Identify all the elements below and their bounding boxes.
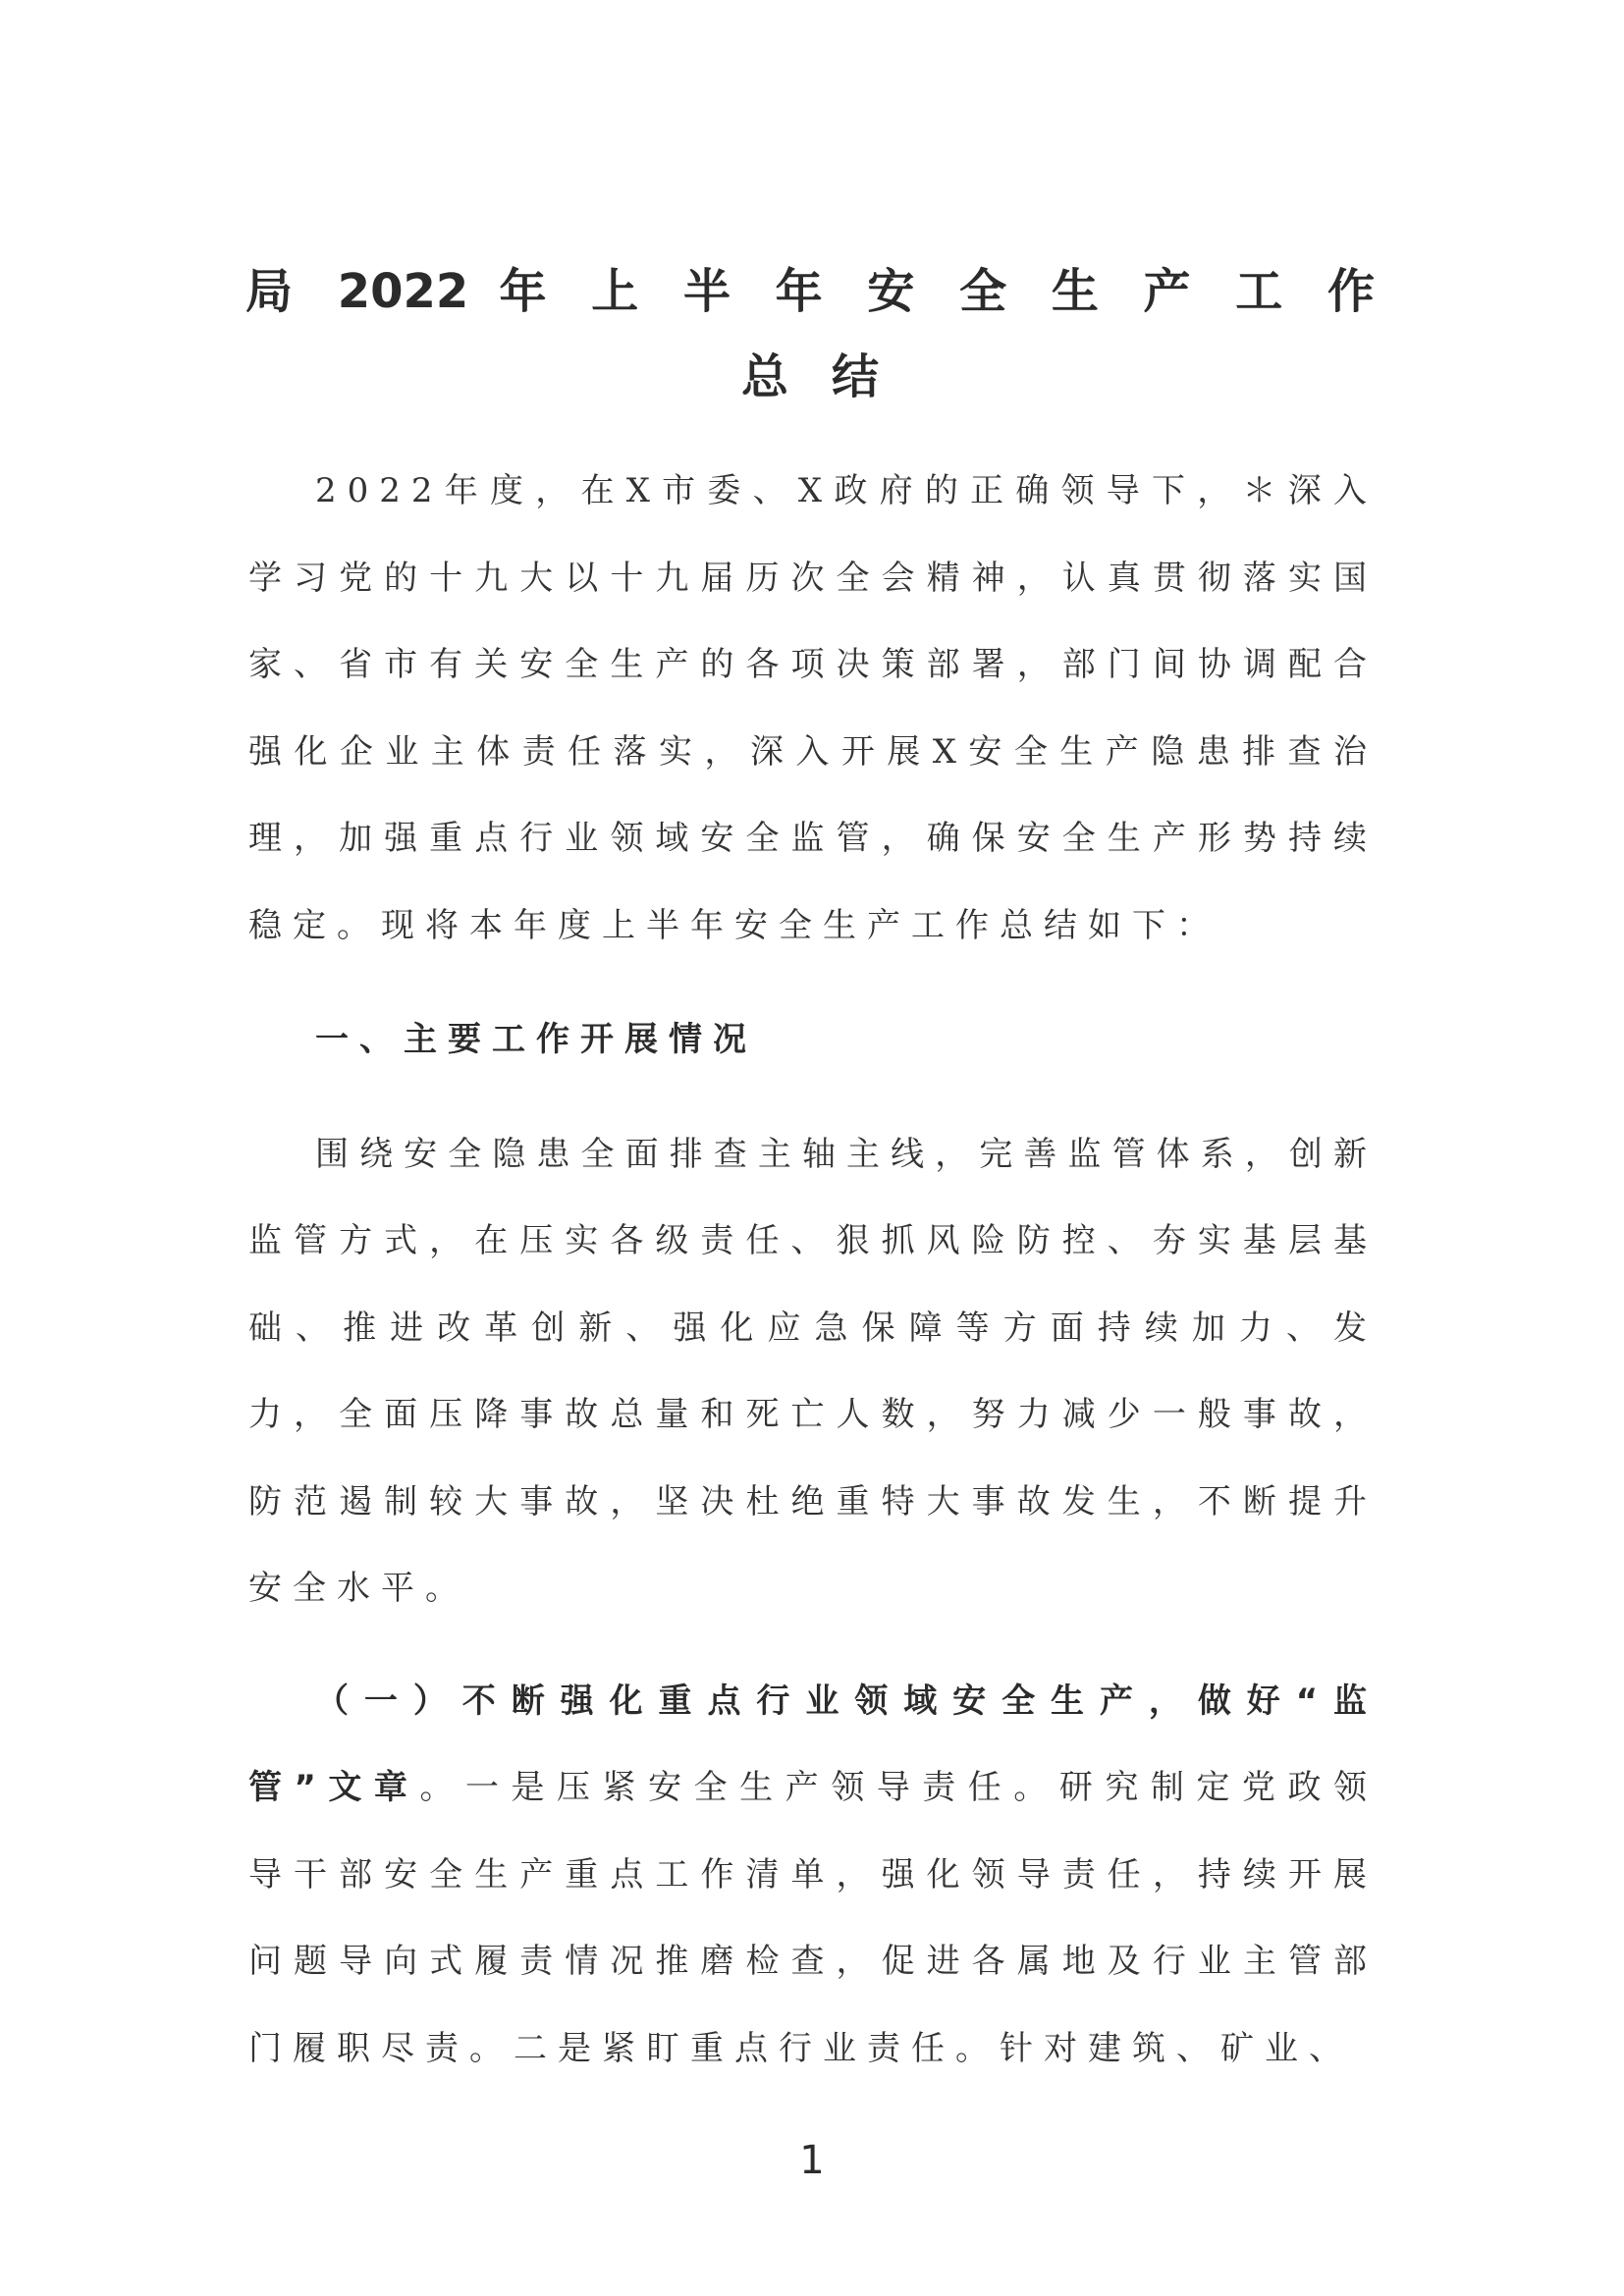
document-title-line-2: 总结 [740, 349, 922, 404]
subsection-text: 。一是压紧安全生产领导责任。研究制定党政领导干部安全生产重点工作清单，强化领导责任，持续开展问题导向式履责情况推磨检查，促进各属地及行业主管部门履职尽责。二是紧盯重点行业责任。针对建筑、矿业、 [248, 1768, 1378, 2068]
section-heading: 一、主要工作开展情况 [315, 1020, 757, 1059]
document-body [248, 448, 1378, 2092]
subsection-heading: （一）不断强化重点行业领域安全生产，做好“监管”文章 [248, 1681, 1378, 1807]
subsection-paragraph [248, 1658, 1378, 2093]
section-paragraph: 围绕安全隐患全面排查主轴主线，完善监管体系，创新监管方式，在压实各级责任、狠抓风险防控、夯实基层基础、推进改革创新、强化应急保障等方面持续加力、发力，全面压降事故总量和死亡人数，努力减少一般事故，防范遏制较大事故，坚决杜绝重特大事故发生，不断提升安全水平。 [248, 1134, 1378, 1608]
document-title-line-1: 局 2022 年 上 半 年 安 全 生 产 工 作 [245, 264, 1375, 319]
page-number: 1 [799, 2138, 825, 2183]
intro-paragraph: 2022年度，在X市委、X政府的正确领导下，＊深入学习党的十九大以十九届历次全会精神，认真贯彻落实国家、省市有关安全生产的各项决策部署，部门间协调配合强化企业主体责任落实，深入开展X安全生产隐患排查治理，加强重点行业领域安全监管，确保安全生产形势持续稳定。现将本年度上半年安全生产工作总结如下： [248, 471, 1378, 945]
